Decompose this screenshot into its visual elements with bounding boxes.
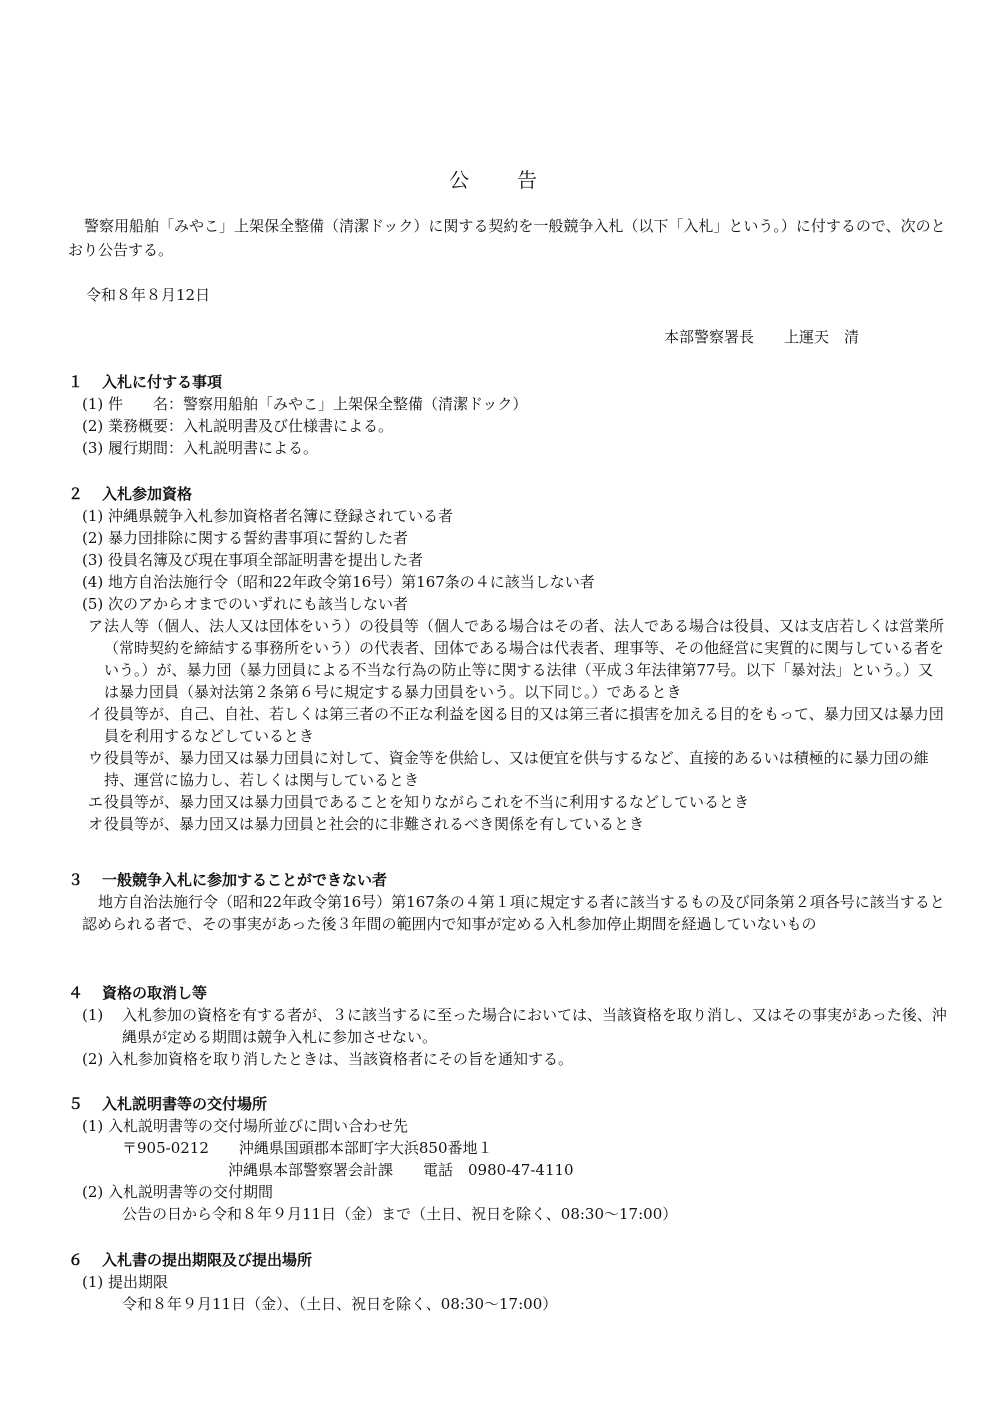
section-heading: ３ 一般競争入札に参加することができない者 xyxy=(68,871,388,889)
phone-number: 電話 0980-47-4110 xyxy=(423,1161,574,1179)
section-2 xyxy=(68,483,948,835)
office-name: 沖縄県本部警察署会計課 xyxy=(228,1161,394,1179)
list-item: (1) 入札参加の資格を有する者が、３に該当するに至った場合においては、当該資格を取り消し、又はその事実があった後、沖縄県が定める期間は競争入札に参加させない。 xyxy=(82,1006,947,1046)
sub-item: ア法人等（個人、法人又は団体をいう）の役員等（個人である場合はその者、法人である場合は役員、又は支店若しくは営業所（常時契約を締結する事務所をいう）の代表者、団体である場合は代表者、理事等、その他経営に実質的に関与している者をいう。）が、暴力団（暴力団員による不当な行為の防止等に関する法律（平成３年法律第77号。以下「暴対法」という。）又は暴力団員（暴対法第２条第６号に規定する暴力団員をいう。以下同じ。）であるとき xyxy=(88,617,945,701)
submission-deadline: 令和８年９月11日（金）、（土日、祝日を除く、08:30～17:00） xyxy=(122,1295,558,1313)
section-heading: ５ 入札説明書等の交付場所 xyxy=(68,1095,268,1113)
list-item: (2) 業務概要：入札説明書及び仕様書による。 xyxy=(82,417,394,435)
section-4 xyxy=(68,982,948,1070)
signer-position: 本部警察署長 xyxy=(664,328,755,346)
distribution-period: 公告の日から令和８年９月11日（金）まで（土日、祝日を除く、08:30～17:00） xyxy=(122,1205,678,1223)
list-item: (3) 履行期間：入札説明書による。 xyxy=(82,439,319,457)
sub-item: イ役員等が、自己、自社、若しくは第三者の不正な利益を図る目的又は第三者に損害を加える目的をもって、暴力団又は暴力団員を利用するなどしているとき xyxy=(88,705,944,745)
section-6 xyxy=(68,1249,948,1315)
address: 沖縄県国頭郡本部町字大浜850番地１ xyxy=(238,1139,493,1157)
section-1 xyxy=(68,371,948,459)
section-heading: ２ 入札参加資格 xyxy=(68,485,193,503)
notice-date: 令和８年８月12日 xyxy=(86,286,211,304)
section-heading: ６ 入札書の提出期限及び提出場所 xyxy=(68,1251,313,1269)
list-item: (2) 入札説明書等の交付期間 xyxy=(82,1183,274,1201)
intro-paragraph: 警察用船舶「みやこ」上架保全整備（清潔ドック）に関する契約を一般競争入札（以下「入札」という。）に付するので、次のとおり公告する。 xyxy=(68,217,946,259)
list-item: (1) 提出期限 xyxy=(82,1273,169,1291)
section-5 xyxy=(68,1093,948,1225)
section-heading: １ 入札に付する事項 xyxy=(68,373,223,391)
contact-address xyxy=(68,1137,948,1159)
list-item: (2) 入札参加資格を取り消したときは、当該資格者にその旨を通知する。 xyxy=(82,1050,574,1068)
list-item: (1) 入札説明書等の交付場所並びに問い合わせ先 xyxy=(82,1117,409,1135)
list-item: (1) 沖縄県競争入札参加資格者名簿に登録されている者 xyxy=(82,507,454,525)
signer-name: 上運天 清 xyxy=(784,328,860,346)
section-paragraph: 地方自治法施行令（昭和22年政令第16号）第167条の４第１項に規定する者に該当するもの及び同条第２項各号に該当すると認められる者で、その事実があった後３年間の範囲内で知事が定める入札参加停止期間を経過していないもの xyxy=(82,893,945,933)
section-3 xyxy=(68,869,948,935)
list-item: (1) 件 名：警察用船舶「みやこ」上架保全整備（清潔ドック） xyxy=(82,395,528,413)
list-item: (3) 役員名簿及び現在事項全部証明書を提出した者 xyxy=(82,551,424,569)
sub-item: ウ役員等が、暴力団又は暴力団員に対して、資金等を供給し、又は便宜を供与するなど、直接的あるいは積極的に暴力団の維持、運営に協力し、若しくは関与しているとき xyxy=(88,749,929,789)
list-item: (2) 暴力団排除に関する誓約書事項に誓約した者 xyxy=(82,529,409,547)
list-item: (5) 次のアからオまでのいずれにも該当しない者 xyxy=(82,595,409,613)
postal-code: 〒905-0212 xyxy=(122,1139,209,1157)
contact-office xyxy=(68,1159,948,1181)
sub-item: エ役員等が、暴力団又は暴力団員であることを知りながらこれを不当に利用するなどしているとき xyxy=(88,793,750,811)
list-item: (4) 地方自治法施行令（昭和22年政令第16号）第167条の４に該当しない者 xyxy=(82,573,595,591)
page-title: 公 告 xyxy=(449,168,551,192)
sub-item: オ役員等が、暴力団又は暴力団員と社会的に非難されるべき関係を有しているとき xyxy=(88,815,645,833)
signer xyxy=(664,326,859,348)
section-heading: ４ 資格の取消し等 xyxy=(68,984,208,1002)
